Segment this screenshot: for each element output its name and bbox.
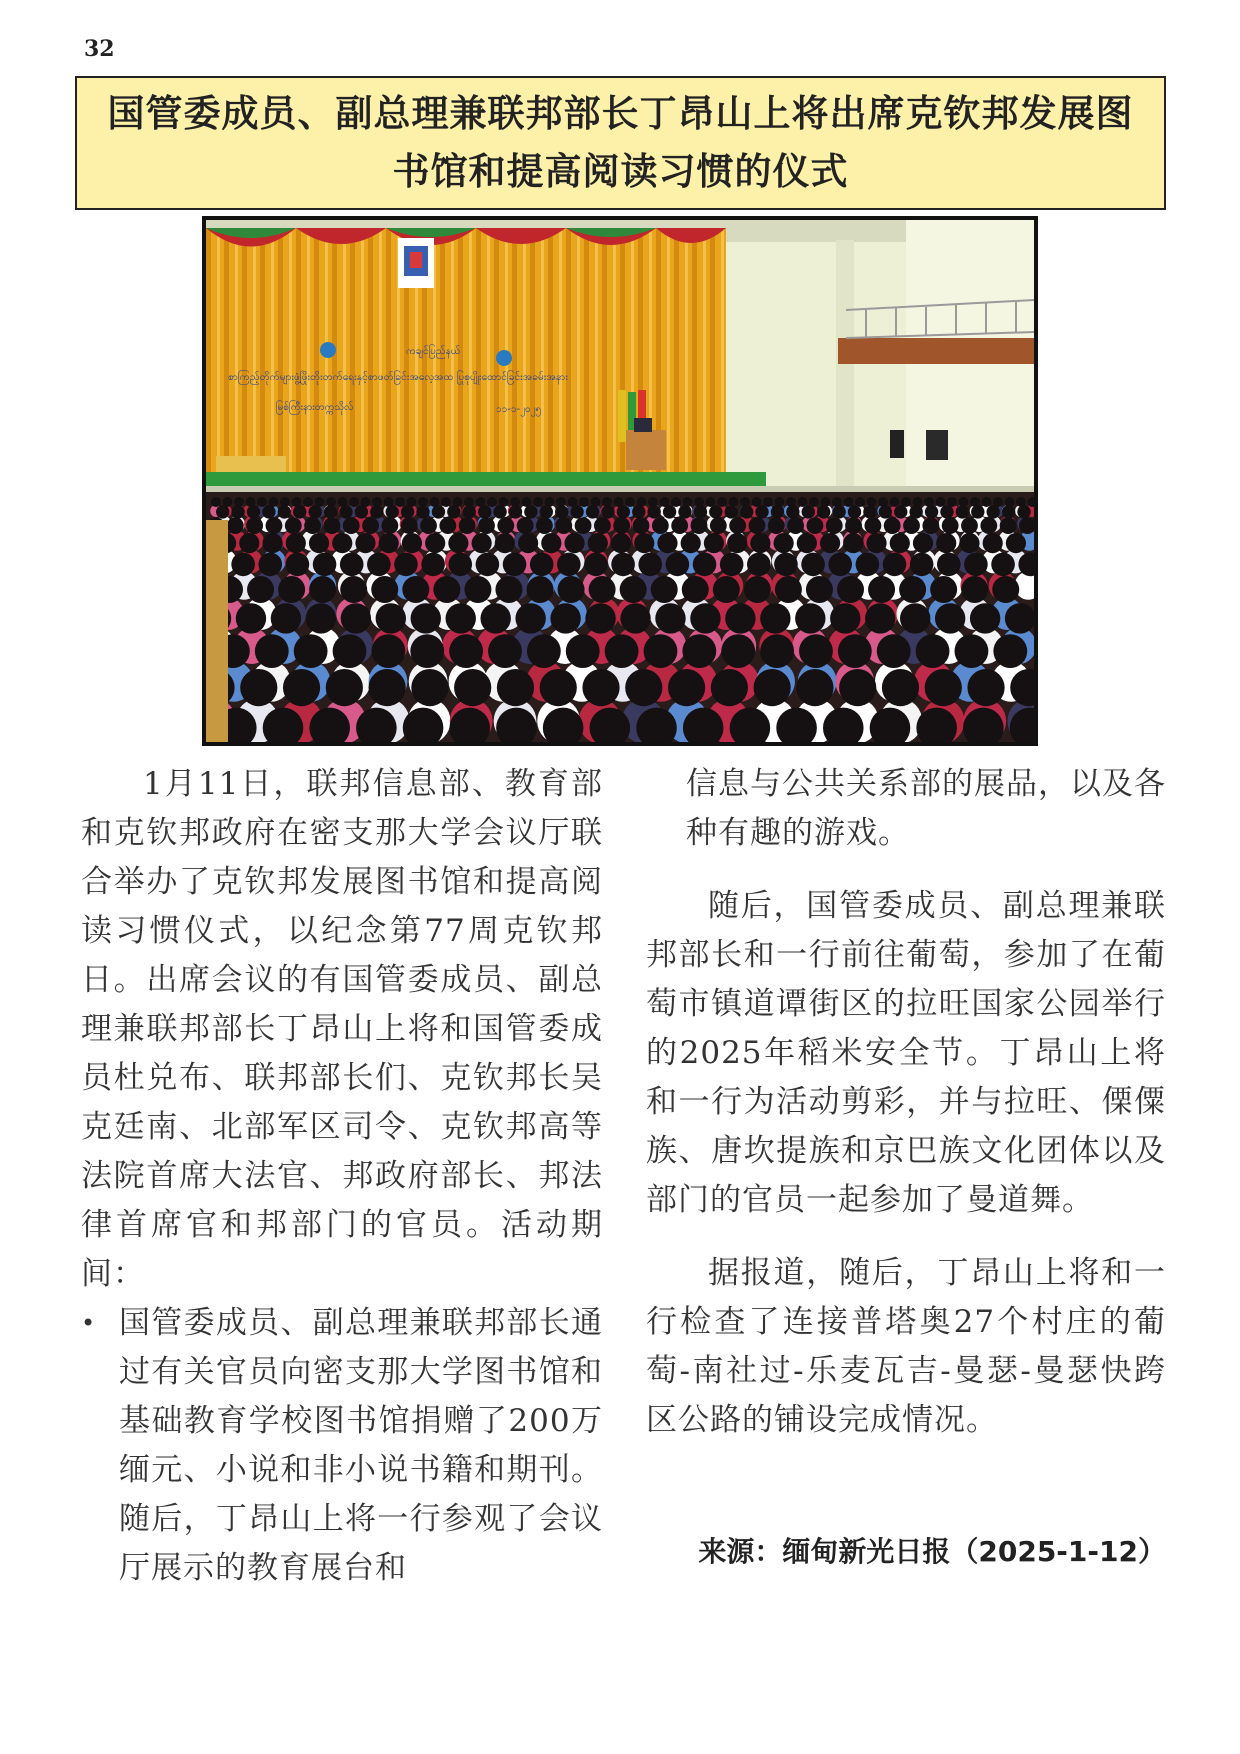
left-column [81, 760, 603, 1593]
article-title: 国管委成员、副总理兼联邦部长丁昂山上将出席克钦邦发展图书馆和提高阅读习惯的仪式 [107, 92, 1134, 193]
paragraph-2: 随后，国管委成员、副总理兼联邦部长和一行前往葡萄，参加了在葡萄市镇道谭街区的拉旺国家公园举行的2025年稻米安全节。丁昂山上将和一行为活动剪彩，并与拉旺、傈僳族、唐坎提族和京巴族文化团体以及部门的官员一起参加了曼道舞。 [646, 888, 1166, 1218]
page-number: 32 [84, 36, 115, 62]
paragraph-1: 1月11日，联邦信息部、教育部和克钦邦政府在密支那大学会议厅联合举办了克钦邦发展图书馆和提高阅读习惯仪式，以纪念第77周克钦邦日。出席会议的有国管委成员、副总理兼联邦部长丁昂山上将和国管委成员杜兑布、联邦部长们、克钦邦长吴克廷南、北部军区司令、克钦邦高等法院首席大法官、邦政府部长、邦法律首席官和邦部门的官员。活动期间： [81, 766, 603, 1292]
banner-line-1: ကချင်ပြည်နယ် [406, 346, 461, 357]
banner-line-4: ၁၁-၁-၂၀၂၅ [496, 404, 542, 415]
article-title-box [75, 76, 1166, 210]
bullet-text-continued: 信息与公共关系部的展品，以及各种有趣的游戏。 [686, 766, 1166, 851]
bullet-item [81, 1299, 603, 1593]
event-photo [202, 216, 1038, 746]
paragraph-3: 据报道，随后，丁昂山上将和一行检查了连接普塔奥27个村庄的葡萄-南社过-乐麦瓦吉-曼瑟-曼瑟快跨区公路的铺设完成情况。 [646, 1255, 1166, 1438]
bullet-marker: • [81, 1309, 97, 1337]
bullet-text: 国管委成员、副总理兼联邦部长通过有关官员向密支那大学图书馆和基础教育学校图书馆捐赠了200万缅元、小说和非小说书籍和期刊。随后，丁昂山上将一行参观了会议厅展示的教育展台和 [119, 1305, 603, 1586]
banner-line-3: မြစ်ကြီးနားတက္ကသိုလ် [276, 402, 354, 413]
banner-line-2: စာကြည့်တိုက်များဖွံ့ဖြိုးတိုးတက်ရေးနှင့်စာဖတ်ခြင်းအလေ့အထ ပြုစုပျိုးထောင်ခြင်းအခမ်းအနား [228, 372, 560, 383]
right-column [646, 760, 1166, 1445]
source-credit: 来源：缅甸新光日报（2025-1-12） [698, 1535, 1166, 1568]
